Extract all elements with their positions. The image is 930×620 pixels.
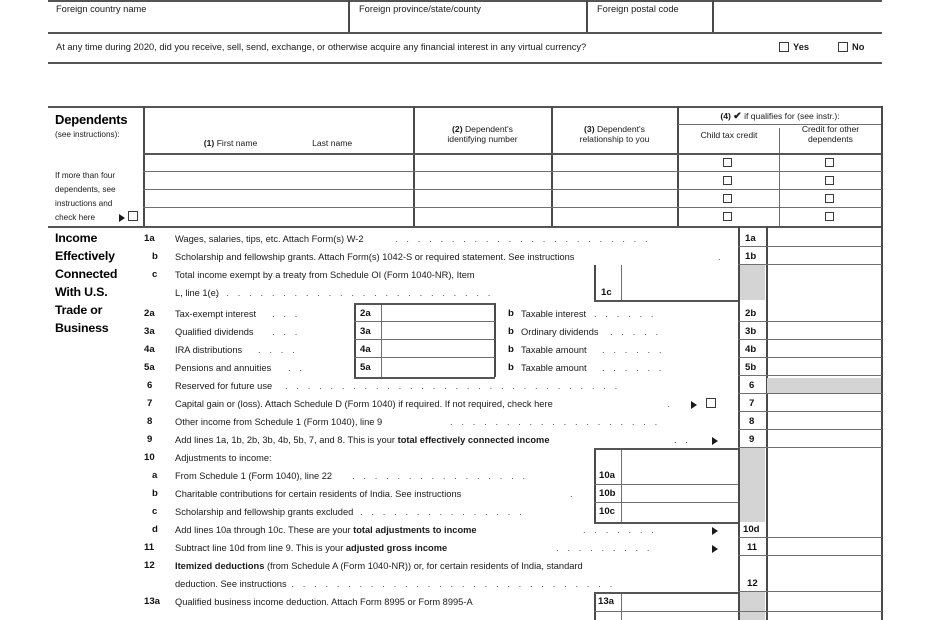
line-10a-box-label: 10a [599,470,616,481]
line-4b-leader: . . . . . . [602,345,665,355]
dependent-2-ctc-checkbox[interactable] [723,176,732,185]
line-1a-number: 1a [144,233,155,244]
line-1a-leader: . . . . . . . . . . . . . . . . . . . . . . . [395,234,651,244]
dependents-overflow-checkbox[interactable] [128,211,138,221]
line-10d-box-label: 10d [743,524,760,535]
dependents-overflow-line-3: instructions and [55,199,113,208]
ab-box-rule-3a [354,339,495,340]
line-2a-number: 2a [144,308,155,319]
line-9-number: 9 [147,434,153,445]
dependents-overflow-line-2: dependents, see [55,185,116,194]
line-1a-rule [738,246,882,247]
line-10c-number: c [152,506,158,517]
line-1c-rule [594,300,738,302]
line-1b-box-label: 1b [745,251,757,262]
line-1b-text: Scholarship and fellowship grants. Attach Form(s) 1042-S or required statement. See instructions [175,252,575,262]
line-8-text: Other income from Schedule 1 (Form 1040), line 9 [175,417,383,427]
dependents-col1-first-label: First name [216,138,258,148]
line-10a-text: From Schedule 1 (Form 1040), line 22 [175,471,333,481]
dependent-4-ctc-checkbox[interactable] [723,212,732,221]
line-1c-box-label: 1c [601,287,612,298]
check-mark-icon: ✔ [733,111,742,122]
ab-box-bottom-rule [354,377,495,379]
foreign-country-input[interactable] [56,16,341,29]
line-6-rule [738,393,882,394]
line-3b-text: Ordinary dividends [521,327,599,337]
foreign-block-top-rule [48,0,882,2]
line-2b-rule [738,321,882,322]
line-11-text [175,543,447,554]
line-10d-text [175,525,477,536]
line-10d-number: d [152,524,158,535]
dependents-col4b-header [781,124,880,144]
income-category-word-3: Connected [55,267,118,281]
dependents-row-2-rule [143,189,882,190]
income-category-word-6: Business [55,321,109,335]
line-1c-box-left-rule [594,265,596,300]
line-5b-rule [738,375,882,376]
dependents-col1-number: (1) [203,138,215,148]
line-1c-shaded-cell [740,265,765,300]
line-10b-text: Charitable contributions for certain residents of India. See instructions [175,489,462,499]
ab-box-rule-2a [354,321,495,322]
line-10d-text-plain: Add lines 10a through 10c. These are your [175,525,354,535]
dependents-subtitle: (see instructions): [55,130,120,139]
line-12-box-label: 12 [747,578,758,589]
line-10-box-top-rule [594,448,738,450]
line-8-box-label: 8 [749,416,755,427]
line-10c-box-label: 10c [599,506,616,517]
virtual-currency-no-checkbox[interactable] [838,42,848,52]
income-category-word-2: Effectively [55,249,115,263]
line-6-text: Reserved for future use [175,381,273,391]
line-11-rule [738,555,882,556]
line-7-box-label: 7 [749,398,755,409]
dependents-col4-title: if qualifies for (see instr.): [744,111,840,121]
dependents-row-1-rule [143,171,882,172]
line-6-leader: . . . . . . . . . . . . . . . . . . . . . . . . . . . . . . [285,381,621,391]
line-3b-rule [738,339,882,340]
line-3a-leader: . . . [272,327,301,337]
line-9-text [175,435,550,446]
line-11-arrow-icon [712,545,718,553]
line-6-box-label: 6 [749,380,755,391]
dependents-overflow-line-1: If more than four [55,171,116,180]
virtual-currency-question: At any time during 2020, did you receive, sell, send, exchange, or otherwise acquire any financial interest in any virtual currency? [56,42,587,52]
foreign-postal-input[interactable] [597,16,705,29]
ab-box-number-rule [381,303,382,377]
dependents-col4b-line1: Credit for other [801,124,860,134]
line-3b-leader: . . . . . [610,327,662,337]
line-4a-number: 4a [144,344,155,355]
line-10-shaded-cell [740,448,765,522]
dependents-col1-last-label: Last name [312,138,353,148]
dependents-col2-line2: identifying number [447,134,518,144]
dependent-3-ctc-checkbox[interactable] [723,194,732,203]
line-11-number: 11 [144,542,155,553]
amount-col-number-rule [766,226,768,620]
dependents-col3-header [553,124,676,144]
line-5b-box-label: 5b [745,362,757,373]
line-4a-box-label: 4a [360,344,371,355]
line-13a-box-label: 13a [598,596,615,607]
line-8-number: 8 [147,416,153,427]
line-9-arrow-icon [712,437,718,445]
foreign-province-input[interactable] [359,16,579,29]
dependents-col3-line2: relationship to you [579,134,650,144]
line-11-box-label: 11 [747,542,758,553]
line-10d-arrow-icon [712,527,718,535]
line-9-leader: . . [674,435,692,445]
line-5a-leader: . . [288,363,306,373]
line-1c-number: c [152,269,158,280]
dependent-2-odc-checkbox[interactable] [825,176,834,185]
foreign-divider-3 [712,0,714,32]
line-4b-box-label: 4b [745,344,757,355]
foreign-province-label: Foreign province/state/county [359,4,481,14]
line-9-text-plain: Add lines 1a, 1b, 2b, 3b, 4b, 5b, 7, and 8. This is your [175,435,398,445]
line-10-box-number-rule [621,448,622,522]
foreign-divider-1 [348,0,350,32]
dependents-col-divider-0 [143,106,145,226]
line-12-text-line2: deduction. See instructions [175,579,287,589]
dependents-col4b-line2: dependents [808,134,853,144]
line-5b-number: b [508,362,514,373]
line-4b-text: Taxable amount [521,345,587,355]
foreign-postal-label: Foreign postal code [597,4,679,14]
line-10c-text: Scholarship and fellowship grants excluded [175,507,354,517]
line-1c-box-number-rule [621,265,622,300]
line-2a-text: Tax-exempt interest [175,309,257,319]
line-10-number: 10 [144,452,155,463]
dependents-col4a-label: Child tax credit [700,130,758,140]
dependent-1-ctc-checkbox[interactable] [723,158,732,167]
line-5b-leader: . . . . . . [602,363,665,373]
line-12-text-line1 [175,561,583,572]
line-6-number: 6 [147,380,153,391]
line-10b-box-label: 10b [599,488,616,499]
line-13a-number: 13a [144,596,161,607]
line-11-text-bold: adjusted gross income [345,543,448,553]
line-1a-text: Wages, salaries, tips, etc. Attach Form(s) W-2 [175,234,364,244]
line-13a-box-left-rule [594,592,596,620]
line-10a-rule [594,484,738,485]
dependents-bottom-rule [48,226,882,228]
line-5a-number: 5a [144,362,155,373]
line-2b-leader: . . . . . . [594,309,657,319]
line-13a-shaded-cell [740,592,765,620]
foreign-block-bottom-rule [48,32,882,34]
line-4b-rule [738,357,882,358]
dependents-overflow-line-4: check here [55,213,96,222]
dependents-col3-line1: Dependent's [596,124,645,134]
dependents-col-divider-4 [779,128,780,226]
income-category-word-5: Trade or [55,303,103,317]
foreign-country-label: Foreign country name [56,4,147,14]
virtual-currency-yes-checkbox[interactable] [779,42,789,52]
line-13a-box-top-rule [594,592,738,594]
dependents-col4-header [679,111,881,122]
dependents-title: Dependents [55,112,128,127]
line-1b-number: b [152,251,158,262]
line-1c-leader: . . . . . . . . . . . . . . . . . . . . . . . . . [215,288,494,298]
line-2a-leader: . . . [272,309,301,319]
line-10a-number: a [152,470,158,481]
line-10-box-left-rule [594,448,596,522]
income-category-word-4: With U.S. [55,285,108,299]
dependents-col1-header [150,138,406,148]
ab-box-rule-4a [354,357,495,358]
line-11-text-plain: Subtract line 10d from line 9. This is your [175,543,346,553]
line-1b-leader: . [718,252,724,262]
line-2b-number: b [508,308,514,319]
line-13a-text: Qualified business income deduction. Attach Form 8995 or Form 8995-A [175,597,473,607]
virtual-currency-yes-label: Yes [793,42,810,52]
amount-col-right-rule [881,226,883,620]
line-12-text-bold: Itemized deductions [175,561,265,571]
ab-box-right-rule [494,303,496,377]
line-1c-text-line1: Total income exempt by a treaty from Schedule OI (Form 1040-NR), Item [175,270,475,280]
line-10c-leader: . . . . . . . . . . . . . . . [360,507,525,517]
line-2b-text: Taxable interest [521,309,587,319]
virtual-currency-no-label: No [852,42,865,52]
line-3a-text: Qualified dividends [175,327,254,337]
ab-box-top-rule [354,303,495,305]
dependents-col3-number: (3) [584,124,595,134]
line-7-number: 7 [147,398,153,409]
dependents-overflow-arrow-icon [119,214,125,222]
dependent-1-odc-checkbox[interactable] [825,158,834,167]
line-13a-box-number-rule [621,592,622,620]
line-7-checkbox[interactable] [706,398,716,408]
line-2a-box-label: 2a [360,308,371,319]
line-8-leader: . . . . . . . . . . . . . . . . . . . [450,417,661,427]
line-3a-number: 3a [144,326,155,337]
line-9-text-bold: total effectively connected income [397,435,550,445]
foreign-divider-2 [586,0,588,32]
line-3b-box-label: 3b [745,326,757,337]
line-10b-rule [594,502,738,503]
line-4a-leader: . . . . [258,345,298,355]
line-13a-rule [594,611,882,612]
line-3a-box-label: 3a [360,326,371,337]
line-5b-text: Taxable amount [521,363,587,373]
ab-box-left-rule [354,303,356,377]
line-7-text: Capital gain or (loss). Attach Schedule D (Form 1040) if required. If not required, check here [175,399,553,409]
line-10d-text-bold: total adjustments to income [353,525,477,535]
line-4a-text: IRA distributions [175,345,243,355]
line-1a-box-label: 1a [745,233,756,244]
line-10c-rule [594,522,738,524]
dependent-4-odc-checkbox[interactable] [825,212,834,221]
dependents-header-bottom-rule [143,153,882,155]
line-1c-text-line2: L, line 1(e) [175,288,219,298]
line-5a-text: Pensions and annuities [175,363,272,373]
dependents-top-rule [48,106,882,108]
dependents-col2-number: (2) [452,124,463,134]
income-category-word-1: Income [55,231,98,245]
line-5a-box-label: 5a [360,362,371,373]
line-7-rule [738,411,882,412]
line-6-shaded-cell [767,378,881,394]
line-8-rule [738,429,882,430]
line-9-box-label: 9 [749,434,755,445]
line-10d-rule [738,537,882,538]
line-4b-number: b [508,344,514,355]
line-10b-leader: . [570,489,576,499]
line-12-number: 12 [144,560,155,571]
line-12-leader: . . . . . . . . . . . . . . . . . . . . . . . . . . . . . . [280,579,616,589]
dependents-col2-line1: Dependent's [464,124,513,134]
line-3b-number: b [508,326,514,337]
dependents-col2-header [415,124,550,144]
line-7-arrow-icon [691,401,697,409]
line-12-text-plain: (from Schedule A (Form 1040-NR)) or, for certain residents of India, standard [264,561,583,571]
line-10d-leader: . . . . . . . [583,525,657,535]
line-7-leader: . [667,399,673,409]
line-10b-number: b [152,488,158,499]
dependents-right-edge [881,106,883,226]
virtual-currency-bottom-rule [48,62,882,64]
line-10-text: Adjustments to income: [175,453,272,463]
dependent-3-odc-checkbox[interactable] [825,194,834,203]
line-10a-leader: . . . . . . . . . . . . . . . . [352,471,529,481]
line-11-leader: . . . . . . . . . [556,543,653,553]
line-2b-box-label: 2b [745,308,757,319]
dependents-row-3-rule [143,207,882,208]
dependents-col4-number: (4) [720,111,731,121]
